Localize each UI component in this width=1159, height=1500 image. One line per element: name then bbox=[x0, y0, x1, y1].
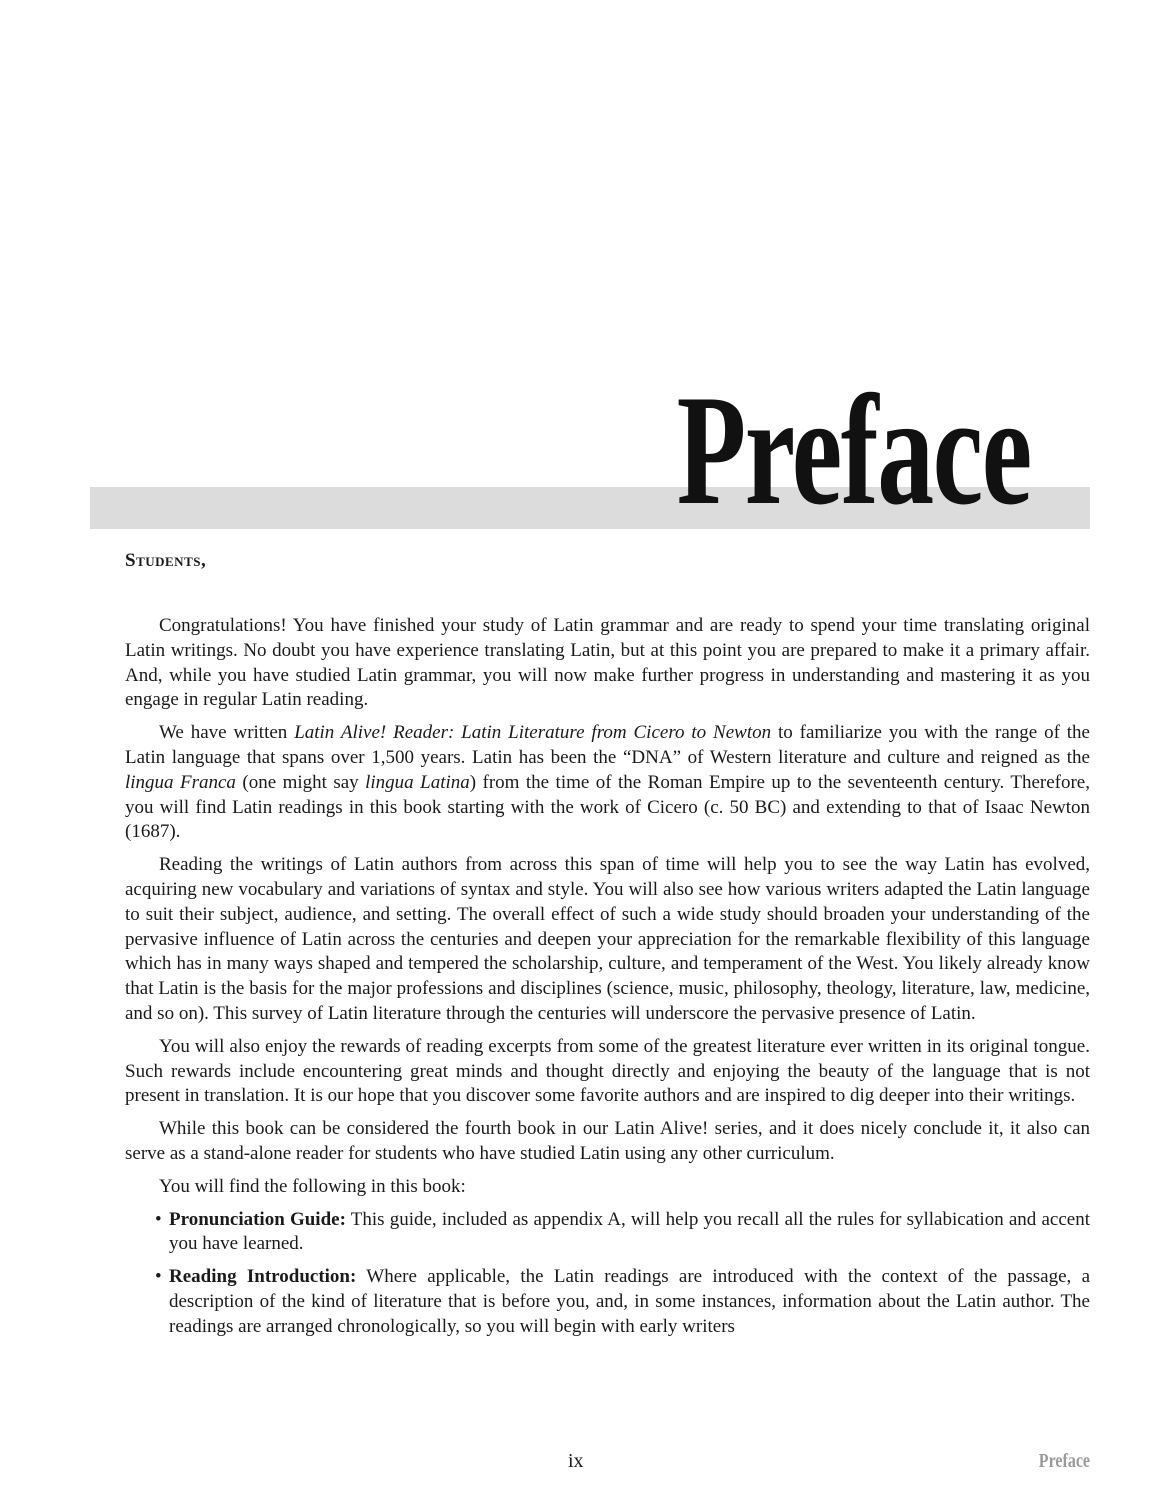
bullet-icon: • bbox=[155, 1266, 162, 1288]
running-head: Preface bbox=[1038, 1450, 1090, 1472]
list-item bbox=[155, 1208, 1090, 1258]
latin-term: lingua Franca bbox=[125, 771, 236, 793]
list-item bbox=[155, 1265, 1090, 1339]
body-text bbox=[125, 614, 1090, 1348]
paragraph: You will find the following in this book: bbox=[159, 1175, 466, 1197]
feature-list bbox=[125, 1208, 1090, 1340]
page-number: ix bbox=[568, 1450, 584, 1472]
paragraph: Reading the writings of Latin authors from across this span of time will help you to see the way Latin has evolved, acquiring new vocabulary and variations of syntax and style. You will also see how various writers adapted the Latin language to suit their subject, audience, and setting. The overall effect of such a wide study should broaden your understanding of the pervasive influence of Latin across the centuries and deepen your appreciation for the remarkable flexibility of this language which has in many ways shaped and tempered the scholarship, culture, and temperament of the West. You likely already know that Latin is the basis for the major professions and disciplines (science, music, philosophy, theology, literature, law, medicine, and so on). This survey of Latin literature through the centuries will underscore the pervasive presence of Latin. bbox=[125, 854, 1090, 1024]
text-run: to familiarize you with the range of the Latin language that spans over 1,500 years. Latin has been the “DNA” of Western literature and culture and reigned as the bbox=[125, 722, 1090, 768]
text-run: ) from the time of the Roman Empire up to the seventeenth century. Therefore, you will find Latin readings in this book starting with the work of Cicero (c. 50 BC) and extending to that of Isaac Newton (1687). bbox=[125, 771, 1090, 843]
paragraph: While this book can be considered the fourth book in our Latin Alive! series, and it does nicely conclude it, it also can serve as a stand-alone reader for students who have studied Latin using any other curriculum. bbox=[125, 1118, 1090, 1164]
latin-term: lingua Latina bbox=[365, 771, 470, 793]
paragraph: Congratulations! You have finished your study of Latin grammar and are ready to spend your time translating original Latin writings. No doubt you have experience translating Latin, but at this point you are prepared to make it a primary affair. And, while you have studied Latin grammar, you will now make further progress in understanding and mastering it as you engage in regular Latin reading. bbox=[125, 615, 1090, 711]
paragraph: You will also enjoy the rewards of reading excerpts from some of the greatest literature ever written in its original tongue. Such rewards include encountering great minds and thought directly and enjoying the beauty of the language that is not present in translation. It is our hope that you discover some favorite authors and are inspired to dig deeper into their writings. bbox=[125, 1035, 1090, 1107]
text-run: We have written bbox=[159, 722, 295, 744]
book-title: Latin Alive! Reader: Latin Literature from Cicero to Newton bbox=[294, 722, 772, 744]
page-title: Preface bbox=[676, 363, 1031, 538]
text-run: (one might say bbox=[235, 771, 366, 793]
salutation: Students, bbox=[125, 550, 207, 571]
list-item-label: Pronunciation Guide: bbox=[169, 1208, 346, 1230]
list-item-label: Reading Introduction: bbox=[169, 1266, 357, 1288]
list-item-text: This guide, included as appendix A, will help you recall all the rules for syllabication and accent you have learned. bbox=[169, 1208, 1090, 1255]
paragraph bbox=[125, 721, 1090, 845]
list-item-text: Where applicable, the Latin readings are introduced with the context of the passage, a description of the kind of literature that is before you, and, in some instances, information about the Latin author. The readings are arranged chronologically, so you will begin with early writers bbox=[169, 1266, 1091, 1337]
bullet-icon: • bbox=[155, 1208, 162, 1230]
